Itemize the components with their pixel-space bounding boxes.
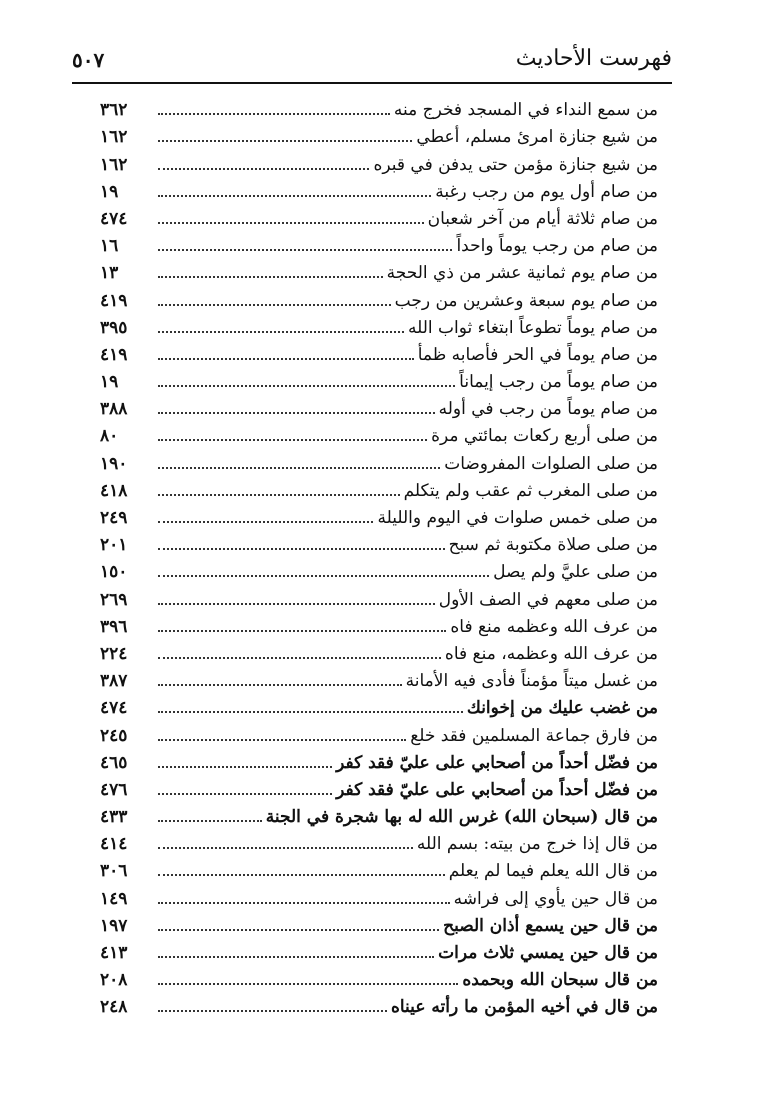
dot-leader — [158, 249, 452, 251]
index-entry — [100, 205, 658, 232]
dot-leader — [158, 521, 373, 523]
entry-text: من فارق جماعة المسلمين فقد خلع — [410, 725, 658, 746]
index-entry — [100, 314, 658, 341]
entry-page-number: ١٩ — [100, 181, 119, 202]
header-divider — [72, 82, 672, 84]
entry-page-number: ٤٧٤ — [100, 208, 128, 229]
entry-text: من غسل ميتاً مؤمناً فأدى فيه الأمانة — [405, 671, 658, 692]
entry-text: من فضّل أحداً من أصحابي على عليّ فقد كفر — [336, 779, 658, 800]
entry-text: من صلى المغرب ثم عقب ولم يتكلم — [403, 480, 658, 501]
dot-leader — [158, 711, 463, 713]
entry-page-number: ٤٦٥ — [100, 752, 128, 773]
entry-text: من صام ثلاثة أيام من آخر شعبان — [427, 208, 658, 229]
entry-text: من صلى عليَّ ولم يصل — [493, 562, 658, 583]
index-entry — [100, 613, 658, 640]
entry-text: من قال إذا خرج من بيته: بسم الله — [416, 834, 658, 855]
dot-leader — [158, 793, 332, 795]
entry-text: من صام يوماً من رجب في أوله — [438, 399, 658, 420]
entry-page-number: ٤٧٤ — [100, 698, 128, 719]
index-entry — [100, 395, 658, 422]
dot-leader — [158, 304, 391, 306]
entry-text: من قال (سبحان الله) غرس الله له بها شجرة في الجنة — [265, 807, 658, 828]
entry-text: من صام يوم سبعة وعشرين من رجب — [394, 290, 658, 311]
index-entry — [100, 585, 658, 612]
entry-page-number: ٤١٨ — [100, 480, 128, 501]
entry-page-number: ٨٠ — [100, 426, 119, 447]
entry-page-number: ٢٤٨ — [100, 997, 128, 1018]
index-entry — [100, 123, 658, 150]
index-entry — [100, 531, 658, 558]
index-entry — [100, 694, 658, 721]
dot-leader — [158, 113, 390, 115]
dot-leader — [158, 630, 446, 632]
dot-leader — [158, 766, 332, 768]
dot-leader — [158, 358, 414, 360]
entry-text: من صلى أربع ركعات بمائتي مرة — [431, 426, 658, 447]
entry-page-number: ١٤٩ — [100, 888, 128, 909]
index-entry — [100, 912, 658, 939]
dot-leader — [158, 820, 262, 822]
dot-leader — [158, 222, 424, 224]
dot-leader — [158, 657, 441, 659]
entry-page-number: ٢٠٨ — [100, 970, 128, 991]
entry-text: من قال حين يأوي إلى فراشه — [453, 888, 658, 909]
entry-page-number: ٣٠٦ — [100, 861, 128, 882]
entry-page-number: ٢٤٥ — [100, 725, 128, 746]
entry-text: من قال سبحان الله وبحمده — [462, 970, 658, 991]
dot-leader — [158, 739, 406, 741]
page-header — [72, 44, 672, 80]
entry-text: من صام يوماً من رجب إيماناً — [459, 372, 658, 393]
entry-page-number: ٣٩٥ — [100, 317, 128, 338]
dot-leader — [158, 494, 400, 496]
entry-page-number: ١٦ — [100, 236, 119, 257]
dot-leader — [158, 929, 439, 931]
index-entry — [100, 993, 658, 1020]
entry-text: من صلى معهم في الصف الأول — [438, 589, 658, 610]
entry-text: من صام يوم ثمانية عشر من ذي الحجة — [386, 263, 658, 284]
index-entry — [100, 776, 658, 803]
index-entry — [100, 884, 658, 911]
entry-text: من شيع جنازة مؤمن حتى يدفن في قبره — [373, 154, 658, 175]
dot-leader — [158, 575, 489, 577]
dot-leader — [158, 439, 427, 441]
entry-page-number: ١٥٠ — [100, 562, 128, 583]
dot-leader — [158, 983, 458, 985]
entry-page-number: ٣٨٨ — [100, 399, 128, 420]
index-entry — [100, 477, 658, 504]
dot-leader — [158, 467, 440, 469]
index-entry — [100, 178, 658, 205]
entry-text: من شيع جنازة امرئ مسلم، أعطي — [416, 127, 658, 148]
dot-leader — [158, 1010, 387, 1012]
page-number: ٥٠٧ — [72, 48, 105, 72]
entry-text: من صام أول يوم من رجب رغبة — [435, 181, 658, 202]
dot-leader — [158, 140, 412, 142]
index-entry — [100, 558, 658, 585]
entry-text: من غضب عليك من إخوانك — [466, 698, 658, 719]
entry-text: من صلى خمس صلوات في اليوم والليلة — [377, 508, 658, 528]
entry-page-number: ٢٤٩ — [100, 508, 128, 528]
index-entry — [100, 232, 658, 259]
dot-leader — [158, 195, 431, 197]
dot-leader — [158, 902, 450, 904]
entry-page-number: ٣٨٧ — [100, 671, 128, 692]
entry-page-number: ٤١٩ — [100, 344, 128, 365]
entry-text: من عرف الله وعظمه منع فاه — [450, 616, 658, 637]
entry-text: من فضّل أحداً من أصحابي على عليّ فقد كفر — [336, 752, 658, 773]
entry-text: من صام يوماً تطوعاً ابتغاء ثواب الله — [407, 317, 658, 338]
entry-text: من عرف الله وعظمه، منع فاه — [444, 643, 658, 664]
page-title: فهرست الأحاديث — [515, 46, 672, 71]
index-entry — [100, 749, 658, 776]
index-entry — [100, 966, 658, 993]
dot-leader — [158, 603, 435, 605]
entry-text: من قال حين يسمع أذان الصبح — [443, 915, 658, 936]
index-entry — [100, 857, 658, 884]
entry-text: من صام يوماً في الحر فأصابه ظمأ — [417, 344, 658, 365]
entry-page-number: ٤٧٦ — [100, 779, 128, 800]
index-entry — [100, 259, 658, 286]
dot-leader — [158, 385, 455, 387]
index-entry — [100, 286, 658, 313]
dot-leader — [158, 168, 369, 170]
index-entry — [100, 721, 658, 748]
index-entry — [100, 96, 658, 123]
entry-text: من صام من رجب يوماً واحداً — [456, 236, 658, 257]
dot-leader — [158, 331, 404, 333]
index-entry — [100, 449, 658, 476]
entry-text: من سمع النداء في المسجد فخرج منه — [393, 100, 658, 121]
entry-text: من قال حين يمسي ثلاث مرات — [438, 943, 658, 963]
dot-leader — [158, 276, 383, 278]
index-entry — [100, 504, 658, 531]
entry-text: من قال الله يعلم فيما لم يعلم — [448, 861, 658, 882]
dot-leader — [158, 874, 445, 876]
entry-page-number: ١٩٠ — [100, 453, 128, 474]
index-entry — [100, 640, 658, 667]
index-entry — [100, 939, 658, 966]
entry-page-number: ١٦٢ — [100, 154, 128, 175]
entry-page-number: ٣٦٢ — [100, 100, 128, 121]
entry-page-number: ٤١٤ — [100, 834, 128, 855]
entry-text: من قال في أخيه المؤمن ما رأته عيناه — [390, 997, 658, 1018]
entry-page-number: ٢٦٩ — [100, 589, 128, 610]
hadith-index-list — [100, 96, 658, 1020]
entry-text: من صلى الصلوات المفروضات — [444, 453, 658, 474]
index-entry — [100, 667, 658, 694]
dot-leader — [158, 412, 435, 414]
dot-leader — [158, 847, 413, 849]
entry-page-number: ٤١٣ — [100, 943, 128, 963]
index-entry — [100, 830, 658, 857]
dot-leader — [158, 684, 402, 686]
entry-text: من صلى صلاة مكتوبة ثم سبح — [448, 535, 658, 556]
entry-page-number: ١٩ — [100, 372, 119, 393]
entry-page-number: ١٦٢ — [100, 127, 128, 148]
dot-leader — [158, 548, 445, 550]
dot-leader — [158, 956, 434, 958]
entry-page-number: ٢٠١ — [100, 535, 128, 556]
entry-page-number: ٣٩٦ — [100, 616, 128, 637]
entry-page-number: ٤٣٣ — [100, 807, 128, 828]
entry-page-number: ٢٢٤ — [100, 643, 128, 664]
index-entry — [100, 368, 658, 395]
entry-page-number: ١٩٧ — [100, 915, 128, 936]
index-entry — [100, 150, 658, 177]
index-entry — [100, 341, 658, 368]
entry-page-number: ٤١٩ — [100, 290, 128, 311]
index-entry — [100, 803, 658, 830]
entry-page-number: ١٣ — [100, 263, 119, 284]
index-entry — [100, 422, 658, 449]
